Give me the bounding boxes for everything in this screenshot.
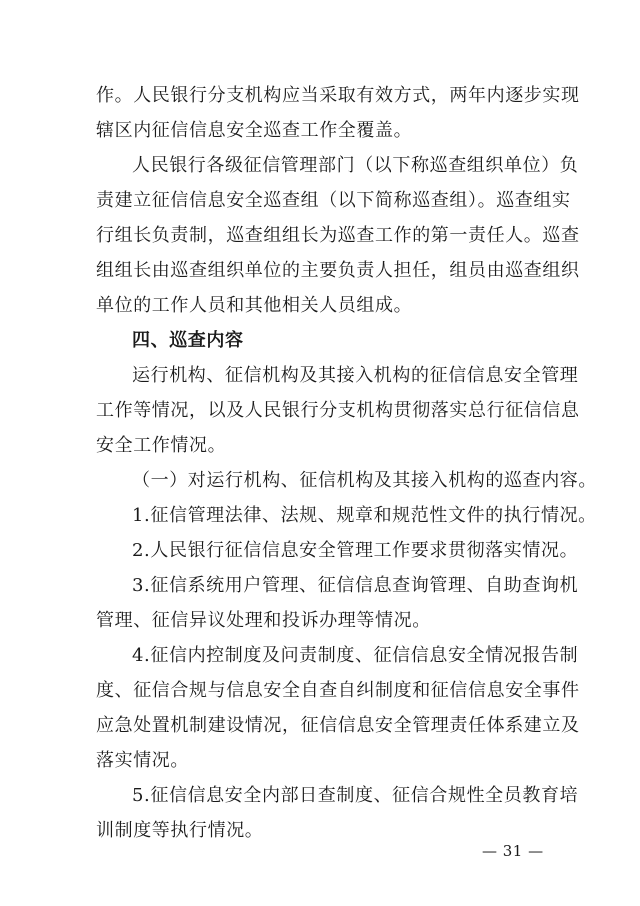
list-item-line: 5.征信信息安全内部日查制度、征信合规性全员教育培 xyxy=(132,785,579,806)
body-text-line: 单位的工作人员和其他相关人员组成。 xyxy=(96,295,413,316)
body-text-line: 训制度等执行情况。 xyxy=(96,820,264,841)
document-page xyxy=(96,78,597,848)
page-number: — 31 — xyxy=(482,842,544,860)
paragraph-start-line: 运行机构、征信机构及其接入机构的征信信息安全管理 xyxy=(132,365,579,386)
subsection-heading: （一）对运行机构、征信机构及其接入机构的巡查内容。 xyxy=(132,470,597,491)
section-heading: 四、巡查内容 xyxy=(132,330,244,351)
paragraph-start-line: 人民银行各级征信管理部门（以下称巡查组织单位）负 xyxy=(132,155,579,176)
body-text-line: 工作等情况，以及人民银行分支机构贯彻落实总行征信信息 xyxy=(96,400,580,421)
body-text-line: 管理、征信异议处理和投诉办理等情况。 xyxy=(96,610,431,631)
list-item-line: 3.征信系统用户管理、征信信息查询管理、自助查询机 xyxy=(132,575,579,596)
body-text-line: 责建立征信信息安全巡查组（以下简称巡查组）。巡查组实 xyxy=(96,190,571,211)
list-item-line: 1.征信管理法律、法规、规章和规范性文件的执行情况。 xyxy=(132,505,597,526)
body-text-line: 作。人民银行分支机构应当采取有效方式，两年内逐步实现 xyxy=(96,85,580,106)
list-item-line: 4.征信内控制度及问责制度、征信信息安全情况报告制 xyxy=(132,645,579,666)
body-text-line: 落实情况。 xyxy=(96,750,189,771)
body-text-line: 度、征信合规与信息安全自查自纠制度和征信信息安全事件 xyxy=(96,680,580,701)
body-text-line: 组组长由巡查组织单位的主要负责人担任，组员由巡查组织 xyxy=(96,260,580,281)
list-item-line: 2.人民银行征信信息安全管理工作要求贯彻落实情况。 xyxy=(132,540,579,561)
body-text-line: 行组长负责制，巡查组组长为巡查工作的第一责任人。巡查 xyxy=(96,225,580,246)
body-text-line: 安全工作情况。 xyxy=(96,435,227,456)
body-text-line: 辖区内征信信息安全巡查工作全覆盖。 xyxy=(96,120,413,141)
body-text-line: 应急处置机制建设情况，征信信息安全管理责任体系建立及 xyxy=(96,715,580,736)
